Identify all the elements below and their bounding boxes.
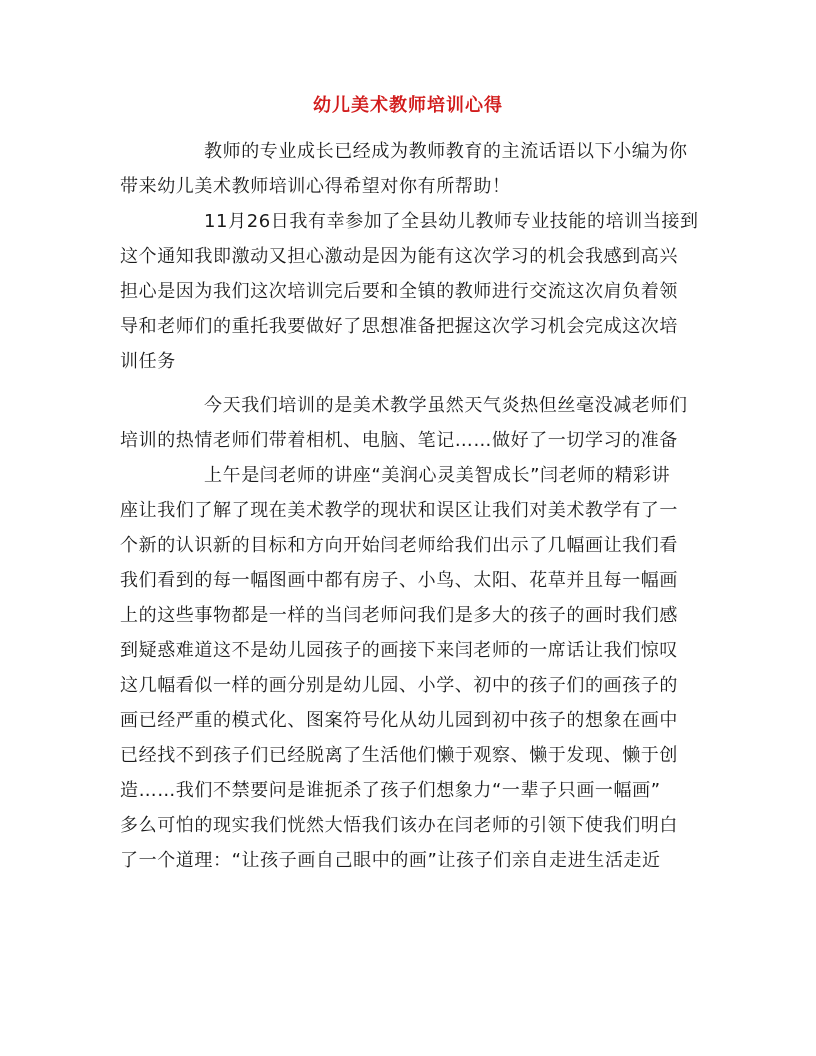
paragraph-line: 我们看到的每一幅图画中都有房子、小鸟、太阳、花草并且每一幅画	[120, 570, 678, 591]
paragraph-line: 培训的热情老师们带着相机、电脑、笔记……做好了一切学习的准备	[120, 430, 678, 451]
paragraph-line: 上午是闫老师的讲座“美润心灵美智成长”闫老师的精彩讲	[204, 465, 671, 486]
document-title: 幼儿美术教师培训心得	[313, 95, 503, 116]
paragraph-line: 个新的认识新的目标和方向开始闫老师给我们出示了几幅画让我们看	[120, 535, 678, 556]
paragraph-line: 这几幅看似一样的画分别是幼儿园、小学、初中的孩子们的画孩子的	[120, 675, 678, 696]
paragraph-line: 座让我们了解了现在美术教学的现状和误区让我们对美术教学有了一	[120, 500, 678, 521]
paragraph-line: 导和老师们的重托我要做好了思想准备把握这次学习机会完成这次培	[120, 316, 678, 337]
paragraph-line: 多么可怕的现实我们恍然大悟我们该办在闫老师的引领下使我们明白	[120, 815, 678, 836]
paragraph-line: 教师的专业成长已经成为教师教育的主流话语以下小编为你	[204, 141, 688, 162]
paragraph-line: 已经找不到孩子们已经脱离了生活他们懒于观察、懒于发现、懒于创	[120, 745, 678, 766]
paragraph-line: 了一个道理：“让孩子画自己眼中的画”让孩子们亲自走进生活走近	[120, 850, 661, 871]
paragraph-line: 到疑惑难道这不是幼儿园孩子的画接下来闫老师的一席话让我们惊叹	[120, 640, 678, 661]
paragraph-line: 画已经严重的模式化、图案符号化从幼儿园到初中孩子的想象在画中	[120, 710, 678, 731]
paragraph-line: 带来幼儿美术教师培训心得希望对你有所帮助！	[120, 176, 511, 197]
paragraph-line: 11月26日我有幸参加了全县幼儿教师专业技能的培训当接到	[204, 211, 699, 232]
paragraph-line: 造……我们不禁要问是谁扼杀了孩子们想象力“一辈子只画一幅画”	[120, 780, 661, 801]
paragraph-line: 今天我们培训的是美术教学虽然天气炎热但丝毫没减老师们	[204, 395, 688, 416]
paragraph-line: 担心是因为我们这次培训完后要和全镇的教师进行交流这次肩负着领	[120, 281, 678, 302]
paragraph-line: 上的这些事物都是一样的当闫老师问我们是多大的孩子的画时我们感	[120, 605, 678, 626]
paragraph-line: 训任务	[120, 351, 176, 372]
paragraph-line: 这个通知我即激动又担心激动是因为能有这次学习的机会我感到高兴	[120, 246, 678, 267]
